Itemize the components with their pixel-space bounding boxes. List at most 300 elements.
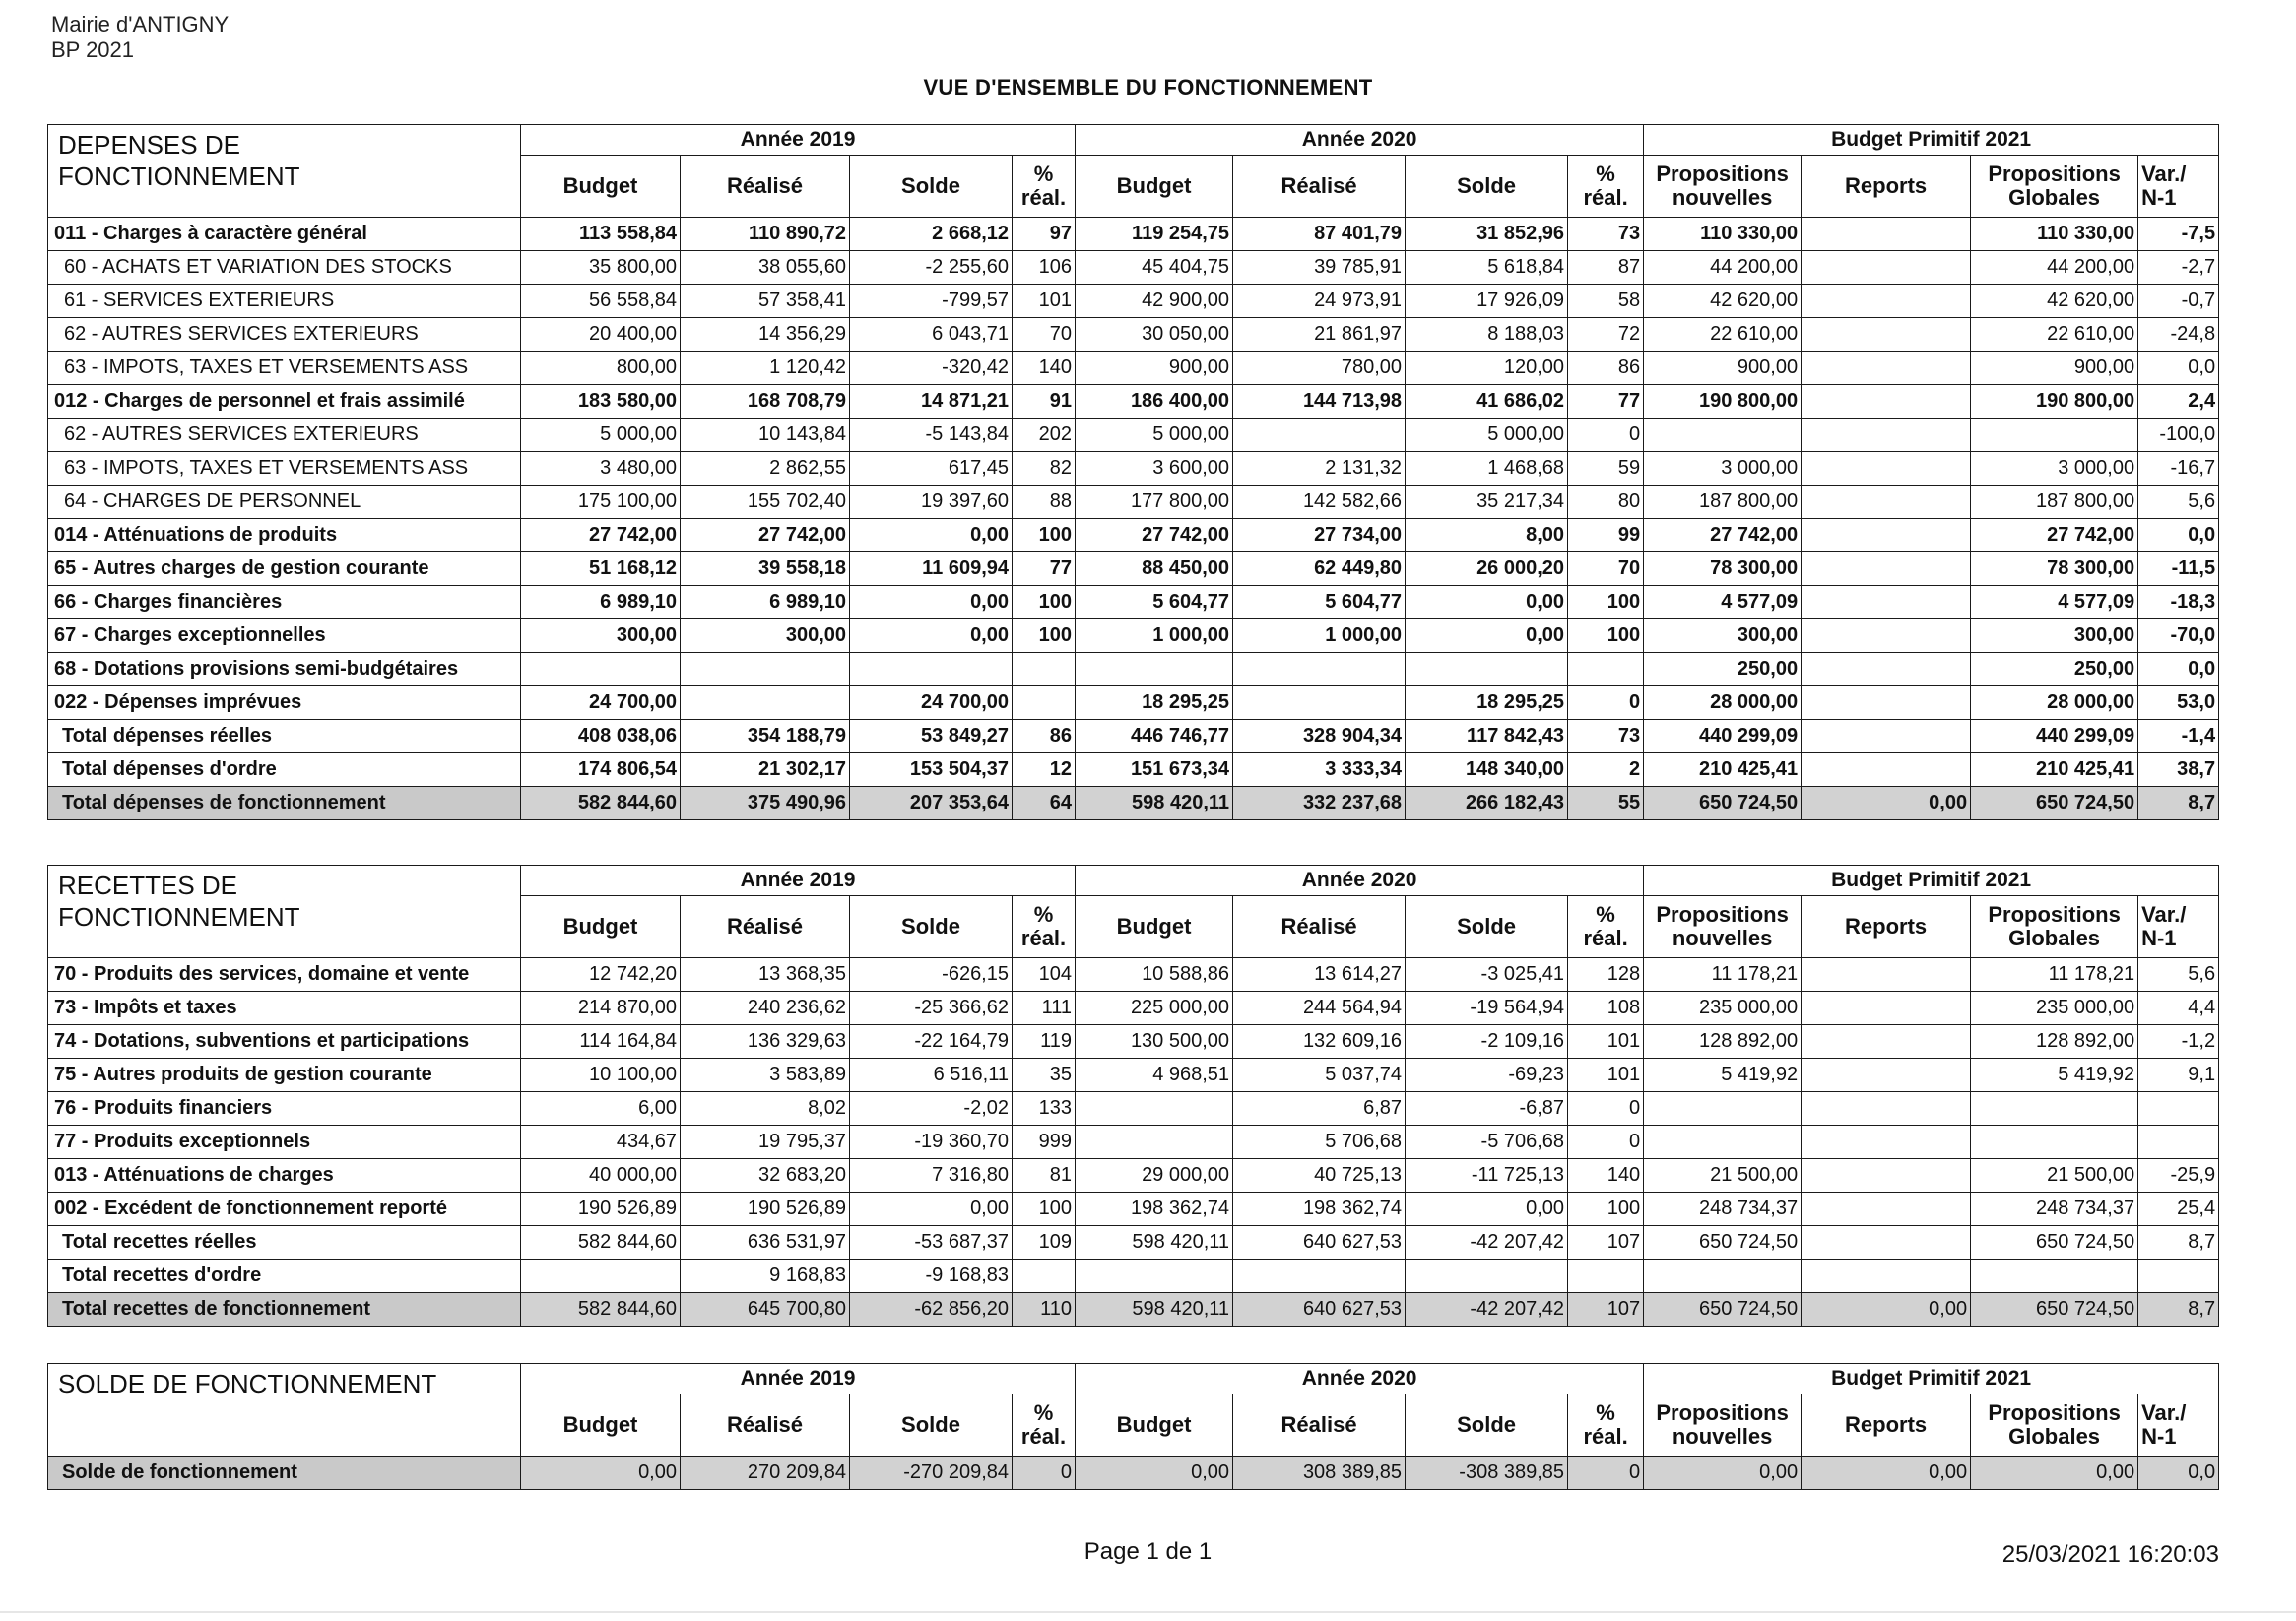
cell-value: 109 — [1013, 1226, 1076, 1260]
cell-value — [1076, 1260, 1233, 1293]
cell-value: 2,4 — [2138, 385, 2219, 419]
row-label: 65 - Autres charges de gestion courante — [48, 552, 521, 586]
cell-value: 650 724,50 — [1644, 1226, 1802, 1260]
cell-value: 110 330,00 — [1644, 218, 1802, 251]
cell-value: 88 — [1013, 486, 1076, 519]
cell-value: 111 — [1013, 992, 1076, 1025]
col-solde: Solde — [1406, 156, 1568, 218]
cell-value: 0 — [1568, 1092, 1644, 1126]
cell-value: 78 300,00 — [1644, 552, 1802, 586]
cell-value: 2 — [1568, 753, 1644, 787]
cell-value — [1233, 419, 1406, 452]
cell-value: 5 706,68 — [1233, 1126, 1406, 1159]
cell-value: 800,00 — [521, 352, 681, 385]
cell-value: 0 — [1013, 1457, 1076, 1490]
row-label: 74 - Dotations, subventions et participations — [48, 1025, 521, 1059]
cell-value: 108 — [1568, 992, 1644, 1025]
cell-value: 100 — [1568, 1193, 1644, 1226]
print-datetime: 25/03/2021 16:20:03 — [2001, 1541, 2219, 1568]
row-label: 64 - CHARGES DE PERSONNEL — [48, 486, 521, 519]
cell-value: 250,00 — [1644, 653, 1802, 686]
cell-value: 114 164,84 — [521, 1025, 681, 1059]
cell-value: 5,6 — [2138, 486, 2219, 519]
cell-value — [1971, 1126, 2138, 1159]
cell-value: 266 182,43 — [1406, 787, 1568, 820]
cell-value — [1802, 218, 1971, 251]
table-row — [48, 1293, 2219, 1327]
year-2020-header: Année 2020 — [1076, 125, 1644, 156]
cell-value — [1802, 419, 1971, 452]
cell-value — [1013, 1260, 1076, 1293]
cell-value: 136 329,63 — [681, 1025, 850, 1059]
table-row — [48, 619, 2219, 653]
row-label: 002 - Excédent de fonctionnement reporté — [48, 1193, 521, 1226]
cell-value: 650 724,50 — [1971, 1226, 2138, 1260]
cell-value: 113 558,84 — [521, 218, 681, 251]
cell-value: -16,7 — [2138, 452, 2219, 486]
table-row — [48, 1159, 2219, 1193]
row-label: Total recettes réelles — [48, 1226, 521, 1260]
cell-value: 4 577,09 — [1644, 586, 1802, 619]
col-propositions-nouvelles: Propositions nouvelles — [1644, 896, 1802, 958]
cell-value: 187 800,00 — [1644, 486, 1802, 519]
cell-value: 130 500,00 — [1076, 1025, 1233, 1059]
cell-value: 308 389,85 — [1233, 1457, 1406, 1490]
cell-value: 0 — [1568, 686, 1644, 720]
cell-value: 97 — [1013, 218, 1076, 251]
row-label: Total dépenses réelles — [48, 720, 521, 753]
cell-value: 640 627,53 — [1233, 1226, 1406, 1260]
cell-value: 13 614,27 — [1233, 958, 1406, 992]
cell-value: 153 504,37 — [850, 753, 1013, 787]
cell-value: -53 687,37 — [850, 1226, 1013, 1260]
row-label: 67 - Charges exceptionnelles — [48, 619, 521, 653]
cell-value — [681, 653, 850, 686]
cell-value: 56 558,84 — [521, 285, 681, 318]
cell-value: 107 — [1568, 1293, 1644, 1327]
cell-value: 2 862,55 — [681, 452, 850, 486]
cell-value: 0,00 — [1802, 1293, 1971, 1327]
cell-value: -24,8 — [2138, 318, 2219, 352]
table-row — [48, 519, 2219, 552]
cell-value: 12 — [1013, 753, 1076, 787]
cell-value — [1802, 251, 1971, 285]
table-row — [48, 251, 2219, 285]
cell-value: 0,00 — [850, 1193, 1013, 1226]
cell-value: 0,00 — [1406, 1193, 1568, 1226]
cell-value: -799,57 — [850, 285, 1013, 318]
cell-value: 10 100,00 — [521, 1059, 681, 1092]
cell-value — [1233, 653, 1406, 686]
col-solde: Solde — [850, 156, 1013, 218]
cell-value: 17 926,09 — [1406, 285, 1568, 318]
cell-value — [1802, 720, 1971, 753]
col-pct-real: % réal. — [1568, 1394, 1644, 1457]
cell-value: -2,02 — [850, 1092, 1013, 1126]
cell-value: 27 742,00 — [681, 519, 850, 552]
col-var-n1: Var./ N-1 — [2138, 1394, 2219, 1457]
cell-value: 101 — [1568, 1059, 1644, 1092]
year-2019-header: Année 2019 — [521, 866, 1076, 896]
cell-value: 42 900,00 — [1076, 285, 1233, 318]
cell-value: 3 000,00 — [1971, 452, 2138, 486]
cell-value — [1802, 1159, 1971, 1193]
cell-value: 32 683,20 — [681, 1159, 850, 1193]
cell-value: 900,00 — [1971, 352, 2138, 385]
cell-value: 1 000,00 — [1233, 619, 1406, 653]
cell-value: 140 — [1013, 352, 1076, 385]
cell-value: 20 400,00 — [521, 318, 681, 352]
cell-value — [1971, 1092, 2138, 1126]
cell-value: 240 236,62 — [681, 992, 850, 1025]
cell-value: 70 — [1013, 318, 1076, 352]
cell-value: 100 — [1013, 619, 1076, 653]
section-title-depenses: DEPENSES DE FONCTIONNEMENT — [48, 125, 521, 218]
col-propositions-globales: Propositions Globales — [1971, 896, 2138, 958]
document-title: VUE D'ENSEMBLE DU FONCTIONNEMENT — [923, 75, 1373, 99]
cell-value: 617,45 — [850, 452, 1013, 486]
cell-value: 40 725,13 — [1233, 1159, 1406, 1193]
cell-value: 446 746,77 — [1076, 720, 1233, 753]
cell-value: 235 000,00 — [1971, 992, 2138, 1025]
cell-value: 198 362,74 — [1233, 1193, 1406, 1226]
cell-value: 21 861,97 — [1233, 318, 1406, 352]
cell-value: 0,00 — [1802, 787, 1971, 820]
row-label: 022 - Dépenses imprévues — [48, 686, 521, 720]
cell-value: 190 526,89 — [521, 1193, 681, 1226]
cell-value: 375 490,96 — [681, 787, 850, 820]
cell-value: 144 713,98 — [1233, 385, 1406, 419]
cell-value: 270 209,84 — [681, 1457, 850, 1490]
cell-value: 1 120,42 — [681, 352, 850, 385]
cell-value: 35 217,34 — [1406, 486, 1568, 519]
cell-value — [1802, 1059, 1971, 1092]
cell-value: 8,7 — [2138, 787, 2219, 820]
col-reports: Reports — [1802, 156, 1971, 218]
table-row — [48, 552, 2219, 586]
cell-value — [1802, 1126, 1971, 1159]
row-label: 66 - Charges financières — [48, 586, 521, 619]
cell-value: 0,0 — [2138, 1457, 2219, 1490]
cell-value: 5 037,74 — [1233, 1059, 1406, 1092]
cell-value: 27 742,00 — [521, 519, 681, 552]
cell-value — [1013, 686, 1076, 720]
cell-value: 0 — [1568, 1457, 1644, 1490]
row-label: Total dépenses de fonctionnement — [48, 787, 521, 820]
cell-value: 106 — [1013, 251, 1076, 285]
col-realise: Réalisé — [1233, 156, 1406, 218]
cell-value: 10 143,84 — [681, 419, 850, 452]
cell-value: 332 237,68 — [1233, 787, 1406, 820]
table-row — [48, 1025, 2219, 1059]
cell-value — [521, 1260, 681, 1293]
cell-value: 0,00 — [850, 619, 1013, 653]
col-budget: Budget — [521, 896, 681, 958]
cell-value: 100 — [1013, 586, 1076, 619]
cell-value: 8,7 — [2138, 1293, 2219, 1327]
table-row — [48, 1092, 2219, 1126]
cell-value: -11,5 — [2138, 552, 2219, 586]
cell-value: 28 000,00 — [1971, 686, 2138, 720]
cell-value: 100 — [1568, 586, 1644, 619]
cell-value: 210 425,41 — [1644, 753, 1802, 787]
cell-value: 22 610,00 — [1644, 318, 1802, 352]
cell-value: 38,7 — [2138, 753, 2219, 787]
col-realise: Réalisé — [681, 896, 850, 958]
cell-value: 248 734,37 — [1644, 1193, 1802, 1226]
bp-2021-header: Budget Primitif 2021 — [1644, 125, 2219, 156]
cell-value: 39 785,91 — [1233, 251, 1406, 285]
cell-value: 225 000,00 — [1076, 992, 1233, 1025]
cell-value: 582 844,60 — [521, 787, 681, 820]
cell-value: 81 — [1013, 1159, 1076, 1193]
cell-value: 100 — [1013, 519, 1076, 552]
cell-value: 88 450,00 — [1076, 552, 1233, 586]
cell-value: 328 904,34 — [1233, 720, 1406, 753]
cell-value: 5 618,84 — [1406, 251, 1568, 285]
table-row — [48, 218, 2219, 251]
cell-value: 119 — [1013, 1025, 1076, 1059]
cell-value: 24 700,00 — [521, 686, 681, 720]
cell-value: 300,00 — [1644, 619, 1802, 653]
cell-value: 13 368,35 — [681, 958, 850, 992]
col-realise: Réalisé — [1233, 896, 1406, 958]
cell-value: 999 — [1013, 1126, 1076, 1159]
table-row — [48, 753, 2219, 787]
cell-value — [1802, 519, 1971, 552]
cell-value: 39 558,18 — [681, 552, 850, 586]
table-row — [48, 1059, 2219, 1092]
cell-value — [1802, 385, 1971, 419]
cell-value — [1644, 419, 1802, 452]
cell-value: -5 706,68 — [1406, 1126, 1568, 1159]
bp-2021-header: Budget Primitif 2021 — [1644, 1364, 2219, 1394]
cell-value: -42 207,42 — [1406, 1293, 1568, 1327]
section-title-recettes: RECETTES DE FONCTIONNEMENT — [48, 866, 521, 958]
table-row — [48, 787, 2219, 820]
cell-value — [2138, 1260, 2219, 1293]
cell-value — [1802, 1025, 1971, 1059]
cell-value: 99 — [1568, 519, 1644, 552]
cell-value: 64 — [1013, 787, 1076, 820]
cell-value: 186 400,00 — [1076, 385, 1233, 419]
cell-value: 1 468,68 — [1406, 452, 1568, 486]
cell-value: 59 — [1568, 452, 1644, 486]
col-budget: Budget — [521, 156, 681, 218]
cell-value: 190 800,00 — [1971, 385, 2138, 419]
cell-value — [1406, 653, 1568, 686]
cell-value — [1802, 686, 1971, 720]
table-row — [48, 1193, 2219, 1226]
cell-value: 210 425,41 — [1971, 753, 2138, 787]
cell-value: -1,2 — [2138, 1025, 2219, 1059]
cell-value: 3 480,00 — [521, 452, 681, 486]
cell-value: 0,00 — [1644, 1457, 1802, 1490]
cell-value: 58 — [1568, 285, 1644, 318]
cell-value — [1802, 552, 1971, 586]
cell-value: 24 700,00 — [850, 686, 1013, 720]
cell-value: 9,1 — [2138, 1059, 2219, 1092]
cell-value: 42 620,00 — [1971, 285, 2138, 318]
col-pct-real: % réal. — [1568, 156, 1644, 218]
cell-value: 408 038,06 — [521, 720, 681, 753]
table-row — [48, 1260, 2219, 1293]
cell-value: 0,0 — [2138, 519, 2219, 552]
commune-name: Mairie d'ANTIGNY — [51, 12, 230, 36]
table-row — [48, 385, 2219, 419]
cell-value — [1802, 619, 1971, 653]
cell-value: -70,0 — [2138, 619, 2219, 653]
cell-value: 0,0 — [2138, 352, 2219, 385]
cell-value: 198 362,74 — [1076, 1193, 1233, 1226]
cell-value: 72 — [1568, 318, 1644, 352]
cell-value: -19 564,94 — [1406, 992, 1568, 1025]
cell-value: 87 — [1568, 251, 1644, 285]
cell-value: 44 200,00 — [1971, 251, 2138, 285]
cell-value: 35 800,00 — [521, 251, 681, 285]
cell-value: 3 583,89 — [681, 1059, 850, 1092]
cell-value: 174 806,54 — [521, 753, 681, 787]
cell-value: 650 724,50 — [1644, 1293, 1802, 1327]
cell-value: 434,67 — [521, 1126, 681, 1159]
col-solde: Solde — [1406, 896, 1568, 958]
cell-value: 100 — [1568, 619, 1644, 653]
cell-value: 128 — [1568, 958, 1644, 992]
cell-value: 155 702,40 — [681, 486, 850, 519]
cell-value: 128 892,00 — [1644, 1025, 1802, 1059]
cell-value: 0,00 — [1406, 619, 1568, 653]
cell-value: 110 — [1013, 1293, 1076, 1327]
row-label: 76 - Produits financiers — [48, 1092, 521, 1126]
cell-value — [1802, 1260, 1971, 1293]
cell-value: 177 800,00 — [1076, 486, 1233, 519]
cell-value: 82 — [1013, 452, 1076, 486]
cell-value: 27 734,00 — [1233, 519, 1406, 552]
cell-value: 6,87 — [1233, 1092, 1406, 1126]
cell-value: 2 668,12 — [850, 218, 1013, 251]
page-number: Page 1 de 1 — [1083, 1538, 1213, 1565]
cell-value: 77 — [1568, 385, 1644, 419]
cell-value — [521, 653, 681, 686]
cell-value: 21 302,17 — [681, 753, 850, 787]
col-realise: Réalisé — [681, 1394, 850, 1457]
cell-value — [1802, 285, 1971, 318]
table-row — [48, 958, 2219, 992]
row-label: 011 - Charges à caractère général — [48, 218, 521, 251]
cell-value: 640 627,53 — [1233, 1293, 1406, 1327]
col-reports: Reports — [1802, 896, 1971, 958]
row-label: 014 - Atténuations de produits — [48, 519, 521, 552]
cell-value: 148 340,00 — [1406, 753, 1568, 787]
cell-value: 73 — [1568, 720, 1644, 753]
cell-value: 0,00 — [1406, 586, 1568, 619]
cell-value: 0,00 — [1971, 1457, 2138, 1490]
col-solde: Solde — [1406, 1394, 1568, 1457]
cell-value: 5 000,00 — [521, 419, 681, 452]
cell-value: 354 188,79 — [681, 720, 850, 753]
table-row — [48, 1126, 2219, 1159]
cell-value: 5 419,92 — [1971, 1059, 2138, 1092]
cell-value — [1568, 1260, 1644, 1293]
cell-value: -11 725,13 — [1406, 1159, 1568, 1193]
cell-value — [1802, 753, 1971, 787]
cell-value: -1,4 — [2138, 720, 2219, 753]
cell-value — [1971, 1260, 2138, 1293]
cell-value: -22 164,79 — [850, 1025, 1013, 1059]
cell-value: 24 973,91 — [1233, 285, 1406, 318]
cell-value — [1802, 486, 1971, 519]
cell-value — [1644, 1126, 1802, 1159]
cell-value: 214 870,00 — [521, 992, 681, 1025]
cell-value: 119 254,75 — [1076, 218, 1233, 251]
cell-value: 73 — [1568, 218, 1644, 251]
cell-value: 0 — [1568, 1126, 1644, 1159]
cell-value: 248 734,37 — [1971, 1193, 2138, 1226]
col-propositions-globales: Propositions Globales — [1971, 1394, 2138, 1457]
cell-value: 91 — [1013, 385, 1076, 419]
year-2020-header: Année 2020 — [1076, 866, 1644, 896]
cell-value — [1802, 352, 1971, 385]
cell-value: 29 000,00 — [1076, 1159, 1233, 1193]
cell-value: 101 — [1568, 1025, 1644, 1059]
cell-value: 70 — [1568, 552, 1644, 586]
cell-value: 87 401,79 — [1233, 218, 1406, 251]
cell-value: 7 316,80 — [850, 1159, 1013, 1193]
cell-value: -42 207,42 — [1406, 1226, 1568, 1260]
row-label: 013 - Atténuations de charges — [48, 1159, 521, 1193]
row-label: 73 - Impôts et taxes — [48, 992, 521, 1025]
cell-value — [1644, 1092, 1802, 1126]
col-realise: Réalisé — [681, 156, 850, 218]
cell-value — [1233, 1260, 1406, 1293]
cell-value: 21 500,00 — [1971, 1159, 2138, 1193]
cell-value: 45 404,75 — [1076, 251, 1233, 285]
cell-value: 780,00 — [1233, 352, 1406, 385]
table-row — [48, 318, 2219, 352]
cell-value: 9 168,83 — [681, 1260, 850, 1293]
cell-value: 6 043,71 — [850, 318, 1013, 352]
cell-value: 4 577,09 — [1971, 586, 2138, 619]
cell-value — [1802, 992, 1971, 1025]
cell-value: 582 844,60 — [521, 1226, 681, 1260]
cell-value: 900,00 — [1644, 352, 1802, 385]
cell-value: 40 000,00 — [521, 1159, 681, 1193]
cell-value — [1971, 419, 2138, 452]
col-pct-real: % réal. — [1568, 896, 1644, 958]
table-row — [48, 452, 2219, 486]
cell-value — [1802, 1193, 1971, 1226]
cell-value: 5 604,77 — [1233, 586, 1406, 619]
table-row — [48, 586, 2219, 619]
table-row — [48, 486, 2219, 519]
row-label: 63 - IMPOTS, TAXES ET VERSEMENTS ASS — [48, 352, 521, 385]
cell-value: 104 — [1013, 958, 1076, 992]
cell-value: 5 604,77 — [1076, 586, 1233, 619]
cell-value: 142 582,66 — [1233, 486, 1406, 519]
cell-value: 77 — [1013, 552, 1076, 586]
cell-value — [1406, 1260, 1568, 1293]
cell-value: 25,4 — [2138, 1193, 2219, 1226]
cell-value: 4,4 — [2138, 992, 2219, 1025]
cell-value: 86 — [1013, 720, 1076, 753]
col-budget: Budget — [521, 1394, 681, 1457]
cell-value: 300,00 — [681, 619, 850, 653]
cell-value: 26 000,20 — [1406, 552, 1568, 586]
table-row — [48, 285, 2219, 318]
cell-value: 151 673,34 — [1076, 753, 1233, 787]
cell-value: -25 366,62 — [850, 992, 1013, 1025]
cell-value: 117 842,43 — [1406, 720, 1568, 753]
